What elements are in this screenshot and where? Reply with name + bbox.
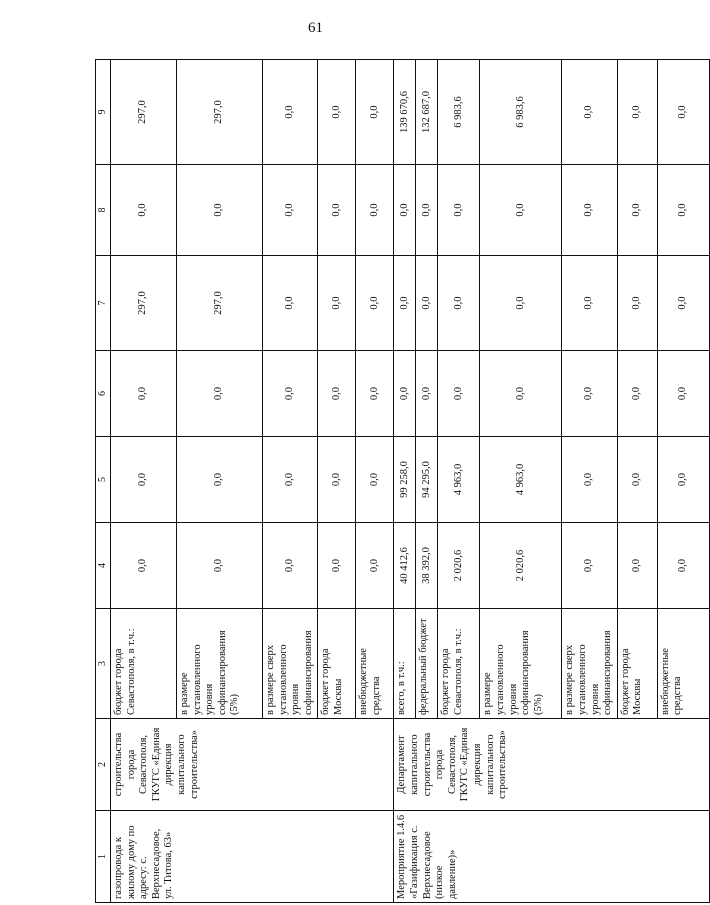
value-cell: 0,0: [263, 256, 318, 351]
value-cell: 0,0: [318, 351, 356, 437]
value-cell: 0,0: [657, 437, 709, 523]
value-cell: 0,0: [657, 256, 709, 351]
value-cell: 6 983,6: [480, 60, 562, 165]
event-cell: Мероприятие 1.4.6 «Газификация с. Верхнесадовое (низкое давление)»: [394, 811, 709, 903]
value-cell: 0,0: [394, 256, 416, 351]
value-cell: 0,0: [617, 437, 657, 523]
source-cell: всего, в т.ч.:: [394, 609, 416, 719]
header-cell: 8: [96, 165, 111, 256]
value-cell: 0,0: [177, 165, 263, 256]
header-cell: 9: [96, 60, 111, 165]
event-cell: газопровода к жилому дому по адресу: с. Верхнесадовое, ул. Титова, 63»: [111, 811, 394, 903]
value-cell: 0,0: [356, 351, 394, 437]
value-cell: 0,0: [263, 523, 318, 609]
rotated-table-container: [95, 60, 688, 903]
value-cell: 0,0: [318, 523, 356, 609]
value-cell: 0,0: [657, 523, 709, 609]
value-cell: 6 983,6: [438, 60, 480, 165]
value-cell: 297,0: [177, 256, 263, 351]
value-cell: 0,0: [617, 351, 657, 437]
value-cell: 38 392,0: [416, 523, 438, 609]
value-cell: 0,0: [562, 256, 617, 351]
value-cell: 0,0: [438, 351, 480, 437]
organization-cell: Департамент капитального строительства города Севастополя, ГКУГС «Единая дирекция капитального строительства»: [394, 719, 709, 811]
value-cell: 132 687,0: [416, 60, 438, 165]
value-cell: 0,0: [356, 165, 394, 256]
value-cell: 0,0: [356, 437, 394, 523]
source-cell: бюджет города Севастополя, в т.ч.:: [438, 609, 480, 719]
value-cell: 0,0: [617, 165, 657, 256]
value-cell: 0,0: [356, 60, 394, 165]
header-cell: 6: [96, 351, 111, 437]
value-cell: 0,0: [480, 256, 562, 351]
value-cell: 0,0: [356, 523, 394, 609]
value-cell: 0,0: [617, 60, 657, 165]
value-cell: 0,0: [416, 256, 438, 351]
value-cell: 0,0: [356, 256, 394, 351]
value-cell: 0,0: [177, 523, 263, 609]
value-cell: 0,0: [177, 351, 263, 437]
value-cell: 0,0: [111, 165, 177, 256]
value-cell: 0,0: [480, 351, 562, 437]
value-cell: 0,0: [657, 60, 709, 165]
value-cell: 0,0: [480, 165, 562, 256]
value-cell: 0,0: [617, 256, 657, 351]
value-cell: 297,0: [111, 60, 177, 165]
header-cell: 1: [96, 811, 111, 903]
value-cell: 99 258,0: [394, 437, 416, 523]
value-cell: 0,0: [562, 437, 617, 523]
value-cell: 0,0: [318, 165, 356, 256]
value-cell: 139 670,6: [394, 60, 416, 165]
value-cell: 0,0: [111, 351, 177, 437]
table-row: [394, 60, 416, 903]
value-cell: 0,0: [562, 523, 617, 609]
value-cell: 0,0: [263, 165, 318, 256]
value-cell: 0,0: [416, 165, 438, 256]
value-cell: 0,0: [657, 165, 709, 256]
source-cell: бюджет города Москвы: [318, 609, 356, 719]
financing-table: [95, 59, 710, 903]
value-cell: 4 963,0: [438, 437, 480, 523]
header-row: [96, 60, 111, 903]
value-cell: 0,0: [394, 351, 416, 437]
value-cell: 0,0: [177, 437, 263, 523]
value-cell: 0,0: [318, 437, 356, 523]
value-cell: 0,0: [617, 523, 657, 609]
table-row: [111, 60, 177, 903]
header-cell: 5: [96, 437, 111, 523]
source-cell: внебюджетные средства: [356, 609, 394, 719]
source-cell: внебюджетные средства: [657, 609, 709, 719]
value-cell: 297,0: [177, 60, 263, 165]
source-cell: бюджет города Москвы: [617, 609, 657, 719]
header-cell: 2: [96, 719, 111, 811]
value-cell: 297,0: [111, 256, 177, 351]
source-cell: федеральный бюджет: [416, 609, 438, 719]
value-cell: 0,0: [657, 351, 709, 437]
value-cell: 0,0: [318, 60, 356, 165]
header-cell: 3: [96, 609, 111, 719]
header-cell: 7: [96, 256, 111, 351]
value-cell: 40 412,6: [394, 523, 416, 609]
organization-cell: строительства города Севастополя, ГКУГС «Единая дирекция капитального строительства»: [111, 719, 394, 811]
value-cell: 0,0: [562, 351, 617, 437]
value-cell: 0,0: [111, 437, 177, 523]
source-cell: в размере сверх установленного уровня софинансирования: [562, 609, 617, 719]
value-cell: 0,0: [263, 60, 318, 165]
value-cell: 4 963,0: [480, 437, 562, 523]
value-cell: 94 295,0: [416, 437, 438, 523]
value-cell: 0,0: [438, 256, 480, 351]
value-cell: 0,0: [111, 523, 177, 609]
source-cell: в размере сверх установленного уровня софинансирования: [263, 609, 318, 719]
header-cell: 4: [96, 523, 111, 609]
value-cell: 0,0: [263, 351, 318, 437]
value-cell: 0,0: [318, 256, 356, 351]
value-cell: 2 020,6: [438, 523, 480, 609]
value-cell: 0,0: [263, 437, 318, 523]
value-cell: 0,0: [416, 351, 438, 437]
value-cell: 0,0: [562, 60, 617, 165]
value-cell: 0,0: [394, 165, 416, 256]
page-number: 61: [308, 20, 323, 36]
value-cell: 2 020,6: [480, 523, 562, 609]
value-cell: 0,0: [438, 165, 480, 256]
source-cell: в размере установленного уровня софинансирования (5%): [177, 609, 263, 719]
source-cell: бюджет города Севастополя, в т.ч.:: [111, 609, 177, 719]
source-cell: в размере установленного уровня софинансирования (5%): [480, 609, 562, 719]
value-cell: 0,0: [562, 165, 617, 256]
